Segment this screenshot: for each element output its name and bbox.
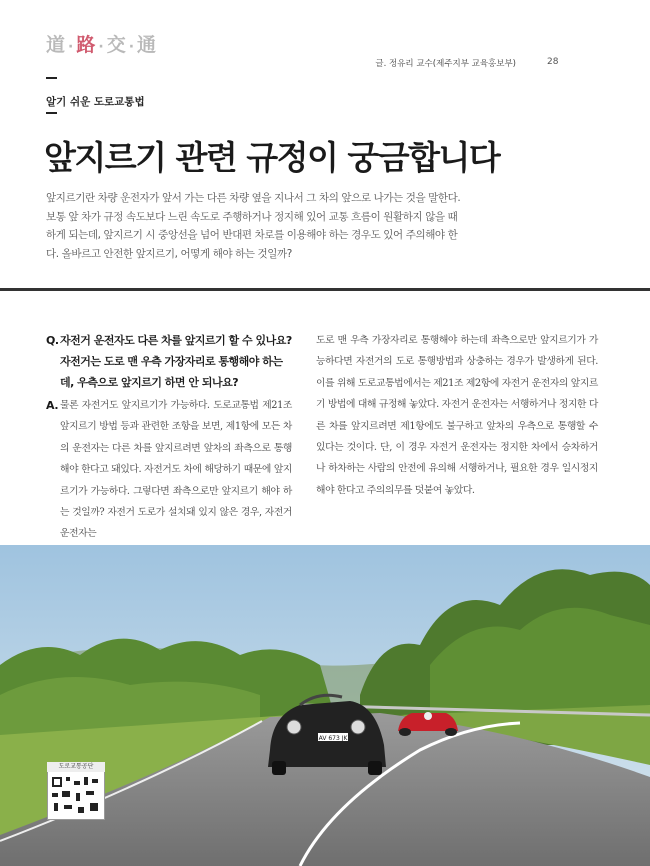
answer-text-1: 물론 자전거도 앞지르기가 가능하다. 도로교통법 제21조 앞지르기 방법 등과 관련한 조항을 보면, 제1항에 모든 차의 운전자는 다른 차를 앞지르려면 앞차의 좌측으로 통행해야 한다고 돼있다. 자전거도 차에 해당하기 때문에 앞지르기가 가능하다. 그렇다면 좌측으로만 앞지르기 해야 하는 것일까? 자전거 도로가 설치돼 있지 않은 경우, 자전거 운전자는 (60, 400, 292, 540)
divider-dash (46, 112, 57, 114)
answer (46, 395, 292, 545)
answer-mark: A. (46, 399, 59, 412)
qa-column-left (46, 330, 292, 545)
author-byline: 글. 정유리 교수(제주지부 교육홍보부) (375, 59, 516, 69)
qr-badge-label: 도로교통공단 (47, 762, 105, 772)
question-text: 자전거 운전자도 다른 차를 앞지르기 할 수 있나요? 자전거는 도로 맨 우측 가장자리로 통행해야 하는데, 우측으로 앞지르기 하면 안 되나요? (60, 334, 292, 389)
page-number: 28 (547, 57, 559, 67)
divider-dash (46, 77, 57, 79)
question (46, 330, 292, 393)
page-title: 앞지르기 관련 규정이 궁금합니다 (44, 138, 500, 177)
magazine-logo: 道 · 路 · 交 · 通 (46, 34, 158, 56)
logo-char-accent: 路 (76, 34, 97, 56)
section-label: 알기 쉬운 도로교통법 (46, 96, 145, 108)
logo-char: 交 (106, 34, 127, 56)
license-plate: AV 673 JK (318, 735, 348, 742)
question-mark: Q. (46, 334, 59, 347)
section-divider (0, 288, 650, 291)
logo-char: 道 (46, 34, 67, 56)
logo-char: 通 (137, 34, 158, 56)
lead-paragraph: 앞지르기란 차량 운전자가 앞서 가는 다른 차량 옆을 지나서 그 차의 앞으로 나가는 것을 말한다. 보통 앞 차가 규정 속도보다 느린 속도로 주행하거나 정지해 있어 교통 흐름이 원활하지 않을 때 하게 되는데, 앞지르기 시 중앙선을 넘어 반대편 차로를 이용해야 하는 경우도 있어 주의해야 한다. 올바르고 안전한 앞지르기, 어떻게 해야 하는 것일까? (46, 192, 461, 260)
answer-text-2: 도로 맨 우측 가장자리로 통행해야 하는데 좌측으로만 앞지르기가 가능하다면 자전거의 도로 통행방법과 상충하는 경우가 발생하게 된다. 이를 위해 도로교통법에서는 제21조 제2항에 자전거 운전자의 앞지르기 방법에 대해 규정해 놓았다. 자전거 운전자는 서행하거나 정지한 다른 차를 앞지르려면 제1항에도 불구하고 앞차의 우측으로 통행할 수 있다는 것이다. 단, 이 경우 자전거 운전자는 정지한 차에서 승차하거나 하차하는 사람의 안전에 유의해 서행하거나, 필요한 경우 일시정지 해야 한다고 주의의무를 덧붙여 놓았다. (316, 335, 598, 496)
